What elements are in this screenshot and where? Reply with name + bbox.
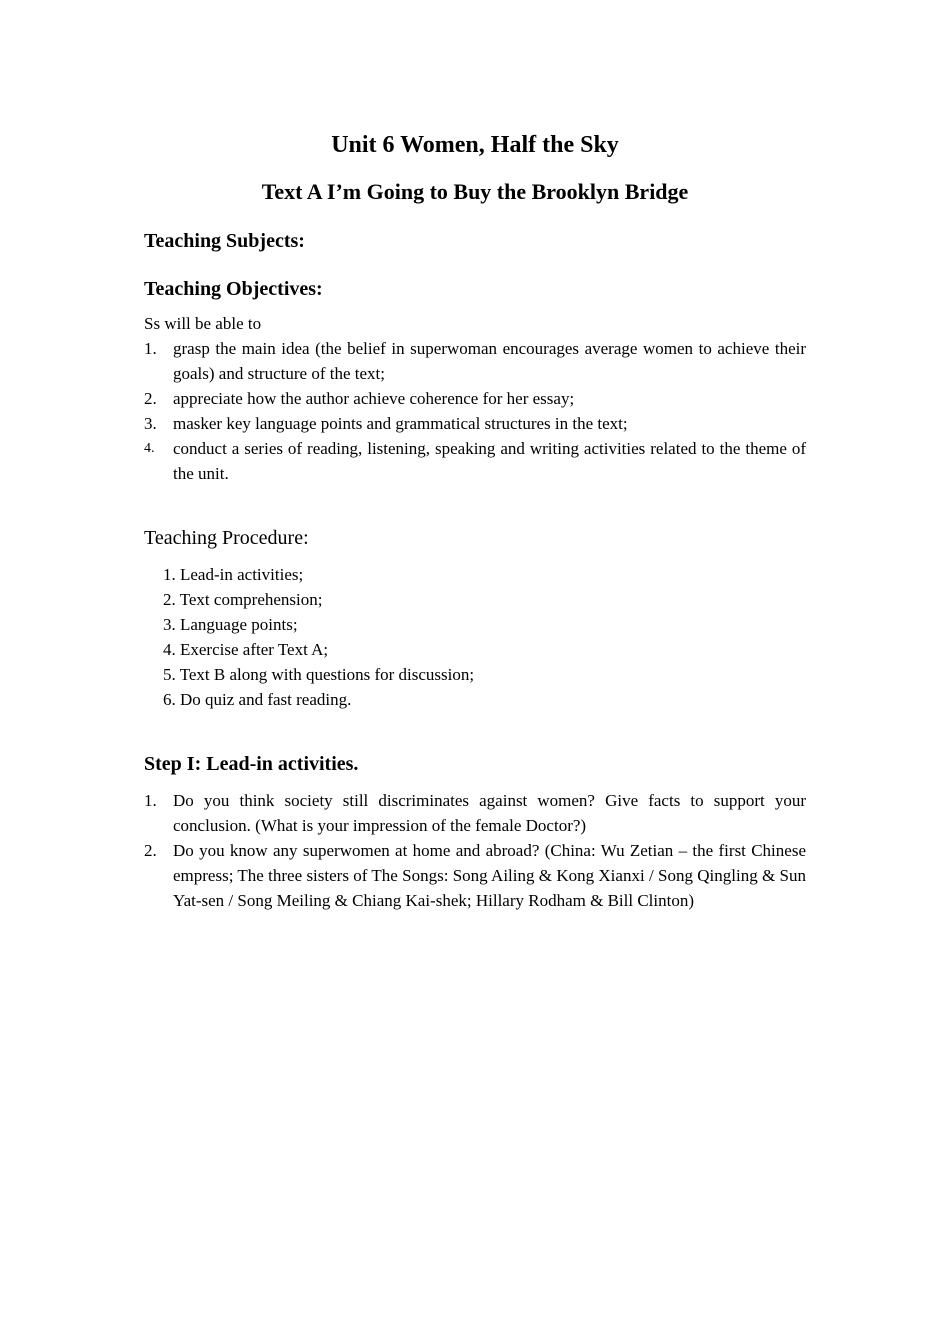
objective-text: grasp the main idea (the belief in superwoman encourages average women to achieve their goals) and structure of the text; (173, 339, 806, 383)
objective-item (144, 436, 806, 486)
objective-text: conduct a series of reading, listening, speaking and writing activities related to the theme of the unit. (173, 439, 806, 483)
objective-item (144, 386, 806, 411)
procedure-item: 5. Text B along with questions for discussion; (163, 665, 475, 684)
objectives-list (144, 336, 806, 486)
procedure-item: 3. Language points; (163, 615, 298, 634)
teaching-subjects-heading: Teaching Subjects: (144, 230, 305, 252)
procedure-list (144, 562, 806, 712)
procedure-item: 4. Exercise after Text A; (163, 640, 329, 659)
step-one-heading: Step I: Lead-in activities. (144, 753, 359, 775)
question-text: Do you know any superwomen at home and abroad? (China: Wu Zetian – the first Chinese empress; The three sisters of The Songs: Song Ailing & Kong Xianxi / Song Qingling & Sun Yat-sen / Song Meiling & Chiang Kai-shek; Hillary Rodham & Bill Clinton) (173, 841, 806, 910)
document-subtitle: Text A I’m Going to Buy the Brooklyn Bridge (261, 179, 689, 204)
objectives-intro: Ss will be able to (144, 314, 262, 333)
procedure-item: 2. Text comprehension; (163, 590, 323, 609)
teaching-procedure-heading: Teaching Procedure: (144, 527, 309, 549)
list-number: 4. (144, 441, 155, 456)
objective-item (144, 411, 806, 436)
teaching-objectives-heading: Teaching Objectives: (144, 278, 323, 300)
objective-item (144, 336, 806, 386)
procedure-item: 6. Do quiz and fast reading. (163, 690, 352, 709)
list-number: 2. (144, 841, 157, 860)
document-page (144, 130, 806, 913)
list-number: 2. (144, 389, 157, 408)
question-item (144, 788, 806, 838)
list-number: 1. (144, 339, 157, 358)
procedure-item: 1. Lead-in activities; (163, 565, 304, 584)
list-number: 3. (144, 414, 157, 433)
list-number: 1. (144, 791, 157, 810)
document-title: Unit 6 Women, Half the Sky (331, 132, 619, 158)
question-item (144, 838, 806, 913)
objective-text: masker key language points and grammatical structures in the text; (173, 414, 628, 433)
objective-text: appreciate how the author achieve coherence for her essay; (173, 389, 575, 408)
lead-in-questions-list (144, 788, 806, 913)
question-text: Do you think society still discriminates against women? Give facts to support your conclusion. (What is your impression of the female Doctor?) (173, 791, 806, 835)
